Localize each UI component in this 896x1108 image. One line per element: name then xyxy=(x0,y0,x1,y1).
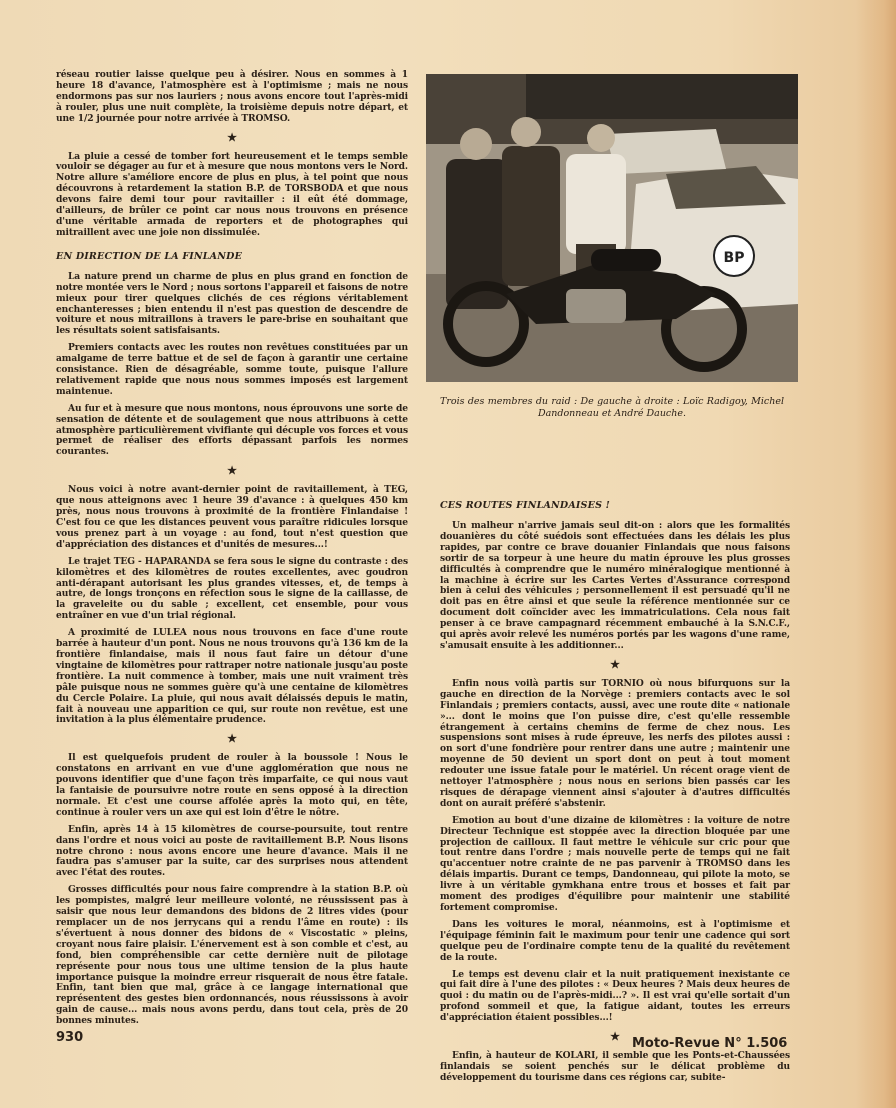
paragraph: Enfin, à hauteur de KOLARI, il semble que les Ponts-et-Chaussées finlandais se soient penchés sur le délicat problème du développement du tourisme dans ces régions car, subite- xyxy=(440,1050,790,1083)
section-star: ★ xyxy=(227,732,237,746)
paragraph: Un malheur n'arrive jamais seul dit-on : alors que les formalités douanières du côté suédois sont effectuées dans les délais les plus rapides, par contre ce brave douanier Finlandais que nous faisons sortir de sa torpeur à une heure du matin éprouve les plus grosses difficultés à comprendre que le numéro minéralogique mentionné à la machine à écrire sur les Cartes Vertes d'Assurance correspond bien à celui des véhicules ; personnellement il est persuadé qu'il ne doit pas en être ainsi et que seule la référence mentionnée sur ce document doit coïncider avec les immatriculations. Cela nous fait penser à ce brave campagnard récemment embauché à la S.N.C.F., qui après avoir relevé les numéros portés par les wagons d'une rame, s'amusait ensuite à les additionner... xyxy=(440,520,790,651)
paragraph: Emotion au bout d'une dizaine de kilomètres : la voiture de notre Directeur Technique est stoppée avec la direction bloquée par une projection de cailloux. Il faut mettre le véhicule sur cric pour que tout rentre dans l'ordre ; mais nouvelle perte de temps qui ne fait qu'accentuer notre crainte de ne pas parvenir à TROMSO dans les délais impartis. Durant ce temps, Dandonneau, qui pilote la moto, se livre à un véritable gymkhana entre trous et bosses et fait par moment des prodiges d'équilibre pour maintenir une stabilité fortement compromise. xyxy=(440,814,790,913)
right-column xyxy=(440,500,790,1090)
section-heading: CES ROUTES FINLANDAISES ! xyxy=(440,500,611,511)
section-star: ★ xyxy=(610,657,620,671)
paragraph: Il est quelquefois prudent de rouler à la boussole ! Nous le constatons en arrivant en vue d'une agglomération que nous ne pouvons identifier que d'une façon très imparfaite, ce qui nous vaut la fantaisie de poursuivre notre route en sens opposé à la direction normale. Et c'est une course affolée après la moto qui, en tête, continue à rouler vers un axe qui est loin d'être le nôtre. xyxy=(56,752,408,818)
paragraph: Au fur et à mesure que nous montons, nous éprouvons une sorte de sensation de détente et de soulagement que nous attribuons à cette atmosphère particulièrement vivifiante qui décuple vos forces et vous permet de réaliser des efforts dépassant parfois les normes courantes. xyxy=(56,402,408,458)
section-star: ★ xyxy=(610,1030,620,1044)
section-star: ★ xyxy=(227,130,237,144)
paragraph: Le trajet TEG - HAPARANDA se fera sous le signe du contraste : des kilomètres et des kilomètres de routes excellentes, avec goudron anti-dérapant autorisant les plus grandes vitesses, et, de temps à autre, de longs tronçons en réfection sous le signe de la caillasse, de la graveleite ou du sable ; excellent, cet ensemble, pour vous entraîner en vue d'un trial régional. xyxy=(56,555,408,622)
paragraph: Nous voici à notre avant-dernier point de ravitaillement, à TEG, que nous atteignons avec 1 heure 39 d'avance : à quelques 450 km près, nous nous trouvons à proximité de la frontière Finlandaise ! C'est fou ce que les distances peuvent vous paraître ridicules lorsque vous prenez part à un voyage : au fond, tout n'est question que d'appréciation des distances et d'unités de mesures...! xyxy=(56,484,408,550)
paragraph: Enfin, après 14 à 15 kilomètres de course-poursuite, tout rentre dans l'ordre et nous voici au poste de ravitaillement B.P. Nous lisons notre chrono : nous avons encore une heure d'avance. Mais il ne faudra pas s'amuser par la suite, car des surprises nous attendent avec l'état des routes. xyxy=(56,823,408,879)
photo-caption: Trois des membres du raid : De gauche à droite : Loïc Radigoy, Michel Dandonneau et André Dauche. xyxy=(440,396,784,419)
paragraph: Premiers contacts avec les routes non revêtues constituées par un amalgame de terre battue et de sel de façon à garantir une certaine consistance. Rien de désagréable, somme toute, puisque l'allure relativement rapide que nous nous sommes imposés est largement maintenue. xyxy=(56,342,408,397)
paragraph: réseau routier laisse quelque peu à désirer. Nous en sommes à 1 heure 18 d'avance, l'atmosphère est à l'optimisme ; mais ne nous endormons pas sur nos lauriers ; nous avons encore tout l'après-midi à rouler, plus une nuit complète, la troisième depuis notre départ, et une 1/2 journée pour notre arrivée à TROMSO. xyxy=(56,69,408,124)
bp-badge: BP xyxy=(723,250,745,266)
paragraph: A proximité de LULEA nous nous trouvons en face d'une route barrée à hauteur d'un pont. Nous ne nous trouvons qu'à 136 km de la frontière finlandaise, mais il nous faut faire un détour d'une vingtaine de kilomètres pour rattraper notre nationale jusqu'au poste frontière. La nuit commence à tomber, mais une nuit vraiment très pâle puisque nous ne sommes guère qu'à une centaine de kilomètres du Cercle Polaire. La pluie, qui nous avait délaissés depuis le matin, fait à nouveau une apparition ce qui, sur route non revêtue, est une invitation à la plus élémentaire prudence. xyxy=(56,627,408,726)
paragraph: Grosses difficultés pour nous faire comprendre à la station B.P. où les pompistes, malgré leur meilleure volonté, ne réussissent pas à saisir que nous leur demandons des bidons de 2 litres vides (pour remplacer un de nos jerrycans qui a rendu l'âme en route) : ils s'évertuent à nous donner des bidons de « Viscostatic » pleins, croyant nous faire plaisir. L'énervement est à son comble et c'est, au fond, bien compréhensible car cette dernière nuit de pilotage représente pour nous tous une ultime tension de la plus haute importance puisque la moindre erreur risquerait de nous être fatale. Enfin, tant bien que mal, grâce à ce langage international que représentent des gestes bien ordonnancés, nous réussissons à avoir gain de cause... mais nous avons perdu, dans tout cela, près de 20 bonnes minutes. xyxy=(56,884,408,1027)
left-column xyxy=(56,70,408,1033)
section-heading: EN DIRECTION DE LA FINLANDE xyxy=(56,250,243,262)
paragraph: La nature prend un charme de plus en plus grand en fonction de notre montée vers le Nord ; nous sortons l'appareil et faisons de notre mieux pour tirer quelques clichés de ces régions véritablement enchanteresses ; bien entendu il n'est pas question de descendre de voiture et nous mitraillons à travers le pare-brise en souhaitant que les résultats soient satisfaisants. xyxy=(56,270,408,337)
paragraph: Dans les voitures le moral, néanmoins, est à l'optimisme et l'équipage féminin fait le maximum pour tenir une cadence qui sort quelque peu de l'ordinaire compte tenu de la qualité du revêtement de la route. xyxy=(440,918,790,963)
magazine-issue: Moto-Revue N° 1.506 xyxy=(632,1036,788,1051)
section-star: ★ xyxy=(227,464,237,478)
team-photo xyxy=(426,74,798,382)
page-number: 930 xyxy=(56,1030,84,1045)
paragraph: Le temps est devenu clair et la nuit pratiquement inexistante ce qui fait dire à l'une des pilotes : « Deux heures ? Mais deux heures de quoi : du matin ou de l'après-midi...? ». Il est vrai qu'elle sortait d'un profond sommeil et que, la fatigue aidant, toutes les erreurs d'appréciation étaient possibles...! xyxy=(440,968,790,1024)
paragraph: Enfin nous voilà partis sur TORNIO où nous bifurquons sur la gauche en direction de la Norvège : premiers contacts avec le sol Finlandais ; premiers contacts, aussi, avec une route dite « nationale »... dont le moins que l'on puisse dire, c'est qu'elle ressemble étrangement à certains chemins de ferme de chez nous. Les suspensions sont mises à rude épreuve, les nerfs des pilotes aussi : on sort d'une fondrière pour rentrer dans une autre ; maintenir une moyenne de 50 devient un sport dont on peut à tout moment redouter une issue fatale pour le matériel. Un récent orage vient de nettoyer l'atmosphère ; nous nous en serions bien passés car les risques de dérapage viennent ainsi s'ajouter à d'autres difficultés dont on aurait préféré s'abstenir. xyxy=(440,677,790,809)
paragraph: La pluie a cessé de tomber fort heureusement et le temps semble vouloir se dégager au fur et à mesure que nous montons vers le Nord. Notre allure s'améliore encore de plus en plus, à tel point que nous découvrons à retardement la station B.P. de TORSBODA et que nous devons faire demi tour pour ravitailler : il eût été dommage, d'ailleurs, de brûler ce point car nous nous trouvons en présence d'une véritable armada de reporters et de photographes qui mitraillent avec une joie non dissimulée. xyxy=(56,150,408,238)
page-edge-stain xyxy=(856,0,896,1108)
